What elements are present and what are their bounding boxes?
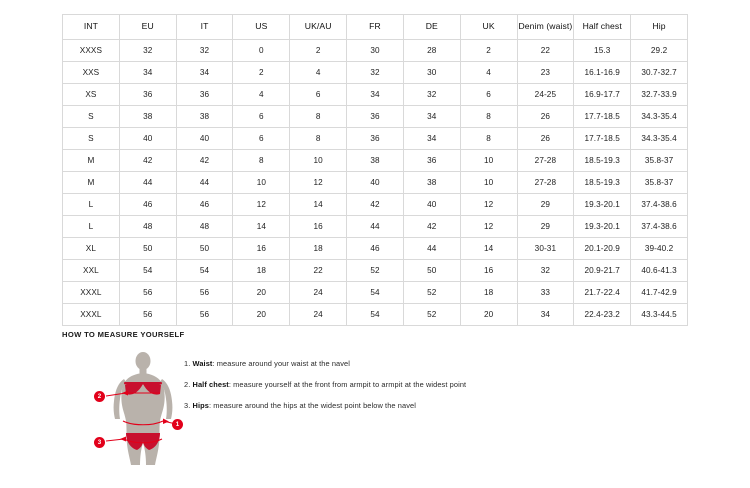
cell-eu: 50 <box>119 238 176 260</box>
cell-uk: 20 <box>460 304 517 326</box>
cell-hip: 34.3-35.4 <box>631 128 688 150</box>
cell-half-chest: 15.3 <box>574 40 631 62</box>
cell-us: 8 <box>233 150 290 172</box>
table-row <box>63 84 688 106</box>
cell-uk: 2 <box>460 40 517 62</box>
cell-int: XXS <box>63 62 120 84</box>
cell-int: S <box>63 106 120 128</box>
instruction-hips-term: Hips <box>192 400 209 410</box>
cell-hip: 30.7-32.7 <box>631 62 688 84</box>
how-to-measure-title: HOW TO MEASURE YOURSELF <box>62 330 185 339</box>
table-row <box>63 106 688 128</box>
cell-de: 30 <box>403 62 460 84</box>
cell-uk: 6 <box>460 84 517 106</box>
table-row <box>63 40 688 62</box>
cell-it: 56 <box>176 282 233 304</box>
cell-denim-waist: 22 <box>517 40 574 62</box>
cell-us: 14 <box>233 216 290 238</box>
cell-half-chest: 19.3-20.1 <box>574 194 631 216</box>
cell-it: 34 <box>176 62 233 84</box>
body-figure-illustration <box>88 349 180 469</box>
cell-denim-waist: 29 <box>517 194 574 216</box>
cell-fr: 44 <box>347 216 404 238</box>
instruction-waist <box>184 359 688 369</box>
cell-uk-au: 16 <box>290 216 347 238</box>
cell-it: 42 <box>176 150 233 172</box>
cell-uk: 18 <box>460 282 517 304</box>
cell-uk-au: 12 <box>290 172 347 194</box>
cell-int: XXXL <box>63 304 120 326</box>
cell-us: 20 <box>233 304 290 326</box>
table-body <box>63 40 688 326</box>
column-header-it: IT <box>176 15 233 40</box>
table-header <box>63 15 688 40</box>
table-header-row <box>63 15 688 40</box>
column-header-denim-waist: Denim (waist) <box>517 15 574 40</box>
cell-it: 38 <box>176 106 233 128</box>
cell-int: XXL <box>63 260 120 282</box>
cell-uk: 12 <box>460 194 517 216</box>
cell-fr: 32 <box>347 62 404 84</box>
table-row <box>63 282 688 304</box>
cell-it: 56 <box>176 304 233 326</box>
cell-us: 6 <box>233 128 290 150</box>
instruction-hips <box>184 401 688 411</box>
cell-fr: 40 <box>347 172 404 194</box>
cell-uk: 8 <box>460 128 517 150</box>
cell-fr: 36 <box>347 106 404 128</box>
cell-denim-waist: 27-28 <box>517 172 574 194</box>
cell-de: 40 <box>403 194 460 216</box>
cell-eu: 34 <box>119 62 176 84</box>
cell-fr: 54 <box>347 282 404 304</box>
cell-fr: 36 <box>347 128 404 150</box>
cell-half-chest: 21.7-22.4 <box>574 282 631 304</box>
cell-int: XXXS <box>63 40 120 62</box>
cell-uk: 12 <box>460 216 517 238</box>
cell-uk: 4 <box>460 62 517 84</box>
cell-hip: 40.6-41.3 <box>631 260 688 282</box>
instruction-hips-text: : measure around the hips at the widest point below the navel <box>208 400 416 410</box>
cell-hip: 32.7-33.9 <box>631 84 688 106</box>
cell-fr: 38 <box>347 150 404 172</box>
cell-uk-au: 24 <box>290 304 347 326</box>
cell-uk: 10 <box>460 172 517 194</box>
cell-us: 20 <box>233 282 290 304</box>
cell-half-chest: 18.5-19.3 <box>574 172 631 194</box>
cell-half-chest: 16.1-16.9 <box>574 62 631 84</box>
cell-int: S <box>63 128 120 150</box>
cell-denim-waist: 23 <box>517 62 574 84</box>
cell-eu: 56 <box>119 304 176 326</box>
column-header-hip: Hip <box>631 15 688 40</box>
cell-uk-au: 4 <box>290 62 347 84</box>
instruction-waist-term: Waist <box>192 359 213 368</box>
cell-int: XL <box>63 238 120 260</box>
size-chart-container <box>62 14 688 326</box>
how-to-measure-section <box>62 330 688 469</box>
cell-uk-au: 14 <box>290 194 347 216</box>
cell-us: 18 <box>233 260 290 282</box>
instruction-half-chest-term: Half chest <box>192 379 229 389</box>
cell-denim-waist: 33 <box>517 282 574 304</box>
cell-us: 0 <box>233 40 290 62</box>
size-chart-table <box>62 14 688 326</box>
cell-half-chest: 17.7-18.5 <box>574 128 631 150</box>
cell-de: 34 <box>403 106 460 128</box>
instruction-waist-text: : measure around your waist at the navel <box>212 359 350 368</box>
cell-hip: 41.7-42.9 <box>631 282 688 304</box>
cell-int: XS <box>63 84 120 106</box>
cell-eu: 42 <box>119 150 176 172</box>
column-header-de: DE <box>403 15 460 40</box>
cell-int: M <box>63 150 120 172</box>
cell-it: 46 <box>176 194 233 216</box>
cell-de: 50 <box>403 260 460 282</box>
cell-int: M <box>63 172 120 194</box>
cell-int: L <box>63 194 120 216</box>
cell-uk: 14 <box>460 238 517 260</box>
cell-half-chest: 19.3-20.1 <box>574 216 631 238</box>
cell-denim-waist: 27-28 <box>517 150 574 172</box>
cell-us: 10 <box>233 172 290 194</box>
cell-us: 2 <box>233 62 290 84</box>
cell-fr: 52 <box>347 260 404 282</box>
instruction-half-chest-number: 2. <box>184 379 193 389</box>
cell-it: 32 <box>176 40 233 62</box>
table-row <box>63 150 688 172</box>
cell-eu: 46 <box>119 194 176 216</box>
column-header-us: US <box>233 15 290 40</box>
badge-hips: 3 <box>94 437 105 448</box>
cell-eu: 36 <box>119 84 176 106</box>
cell-half-chest: 16.9-17.7 <box>574 84 631 106</box>
cell-de: 34 <box>403 128 460 150</box>
cell-hip: 35.8-37 <box>631 150 688 172</box>
measurement-instructions-list <box>180 349 688 422</box>
cell-half-chest: 17.7-18.5 <box>574 106 631 128</box>
cell-uk-au: 18 <box>290 238 347 260</box>
cell-it: 40 <box>176 128 233 150</box>
column-header-fr: FR <box>347 15 404 40</box>
cell-hip: 35.8-37 <box>631 172 688 194</box>
cell-it: 36 <box>176 84 233 106</box>
table-row <box>63 260 688 282</box>
cell-hip: 37.4-38.6 <box>631 194 688 216</box>
measurement-figure-container <box>62 349 180 469</box>
instruction-half-chest <box>184 380 688 390</box>
cell-de: 44 <box>403 238 460 260</box>
cell-it: 44 <box>176 172 233 194</box>
cell-uk: 10 <box>460 150 517 172</box>
cell-de: 52 <box>403 304 460 326</box>
cell-fr: 54 <box>347 304 404 326</box>
column-header-int: INT <box>63 15 120 40</box>
cell-denim-waist: 34 <box>517 304 574 326</box>
cell-fr: 46 <box>347 238 404 260</box>
cell-de: 38 <box>403 172 460 194</box>
cell-uk-au: 8 <box>290 106 347 128</box>
how-to-measure-body <box>62 349 688 469</box>
cell-eu: 48 <box>119 216 176 238</box>
cell-fr: 34 <box>347 84 404 106</box>
instruction-half-chest-text: : measure yourself at the front from armpit to armpit at the widest point <box>228 379 467 389</box>
cell-hip: 39-40.2 <box>631 238 688 260</box>
cell-eu: 54 <box>119 260 176 282</box>
instruction-waist-number: 1. <box>184 359 193 368</box>
column-header-half-chest: Half chest <box>574 15 631 40</box>
cell-uk: 16 <box>460 260 517 282</box>
cell-eu: 32 <box>119 40 176 62</box>
badge-half-chest: 2 <box>94 391 105 402</box>
cell-hip: 34.3-35.4 <box>631 106 688 128</box>
table-row <box>63 128 688 150</box>
cell-us: 4 <box>233 84 290 106</box>
cell-hip: 29.2 <box>631 40 688 62</box>
cell-half-chest: 22.4-23.2 <box>574 304 631 326</box>
female-torso-icon <box>88 349 206 469</box>
cell-uk-au: 24 <box>290 282 347 304</box>
cell-denim-waist: 26 <box>517 106 574 128</box>
cell-uk-au: 6 <box>290 84 347 106</box>
cell-half-chest: 18.5-19.3 <box>574 150 631 172</box>
badge-waist: 1 <box>172 419 183 430</box>
cell-uk-au: 10 <box>290 150 347 172</box>
cell-de: 52 <box>403 282 460 304</box>
cell-int: XXXL <box>63 282 120 304</box>
cell-fr: 30 <box>347 40 404 62</box>
cell-denim-waist: 32 <box>517 260 574 282</box>
cell-uk-au: 22 <box>290 260 347 282</box>
cell-eu: 56 <box>119 282 176 304</box>
cell-uk: 8 <box>460 106 517 128</box>
cell-denim-waist: 24-25 <box>517 84 574 106</box>
cell-de: 28 <box>403 40 460 62</box>
table-row <box>63 238 688 260</box>
column-header-uk: UK <box>460 15 517 40</box>
cell-denim-waist: 30-31 <box>517 238 574 260</box>
cell-fr: 42 <box>347 194 404 216</box>
table-row <box>63 172 688 194</box>
cell-it: 50 <box>176 238 233 260</box>
table-row <box>63 62 688 84</box>
cell-denim-waist: 29 <box>517 216 574 238</box>
cell-eu: 44 <box>119 172 176 194</box>
table-row <box>63 194 688 216</box>
column-header-eu: EU <box>119 15 176 40</box>
cell-eu: 40 <box>119 128 176 150</box>
cell-de: 42 <box>403 216 460 238</box>
cell-us: 12 <box>233 194 290 216</box>
cell-us: 6 <box>233 106 290 128</box>
instruction-hips-number: 3. <box>184 400 193 410</box>
cell-uk-au: 8 <box>290 128 347 150</box>
column-header-uk-au: UK/AU <box>290 15 347 40</box>
cell-it: 54 <box>176 260 233 282</box>
cell-denim-waist: 26 <box>517 128 574 150</box>
cell-hip: 37.4-38.6 <box>631 216 688 238</box>
table-row <box>63 216 688 238</box>
cell-hip: 43.3-44.5 <box>631 304 688 326</box>
cell-int: L <box>63 216 120 238</box>
cell-de: 32 <box>403 84 460 106</box>
cell-half-chest: 20.9-21.7 <box>574 260 631 282</box>
cell-eu: 38 <box>119 106 176 128</box>
cell-half-chest: 20.1-20.9 <box>574 238 631 260</box>
cell-uk-au: 2 <box>290 40 347 62</box>
table-row <box>63 304 688 326</box>
cell-it: 48 <box>176 216 233 238</box>
cell-us: 16 <box>233 238 290 260</box>
cell-de: 36 <box>403 150 460 172</box>
